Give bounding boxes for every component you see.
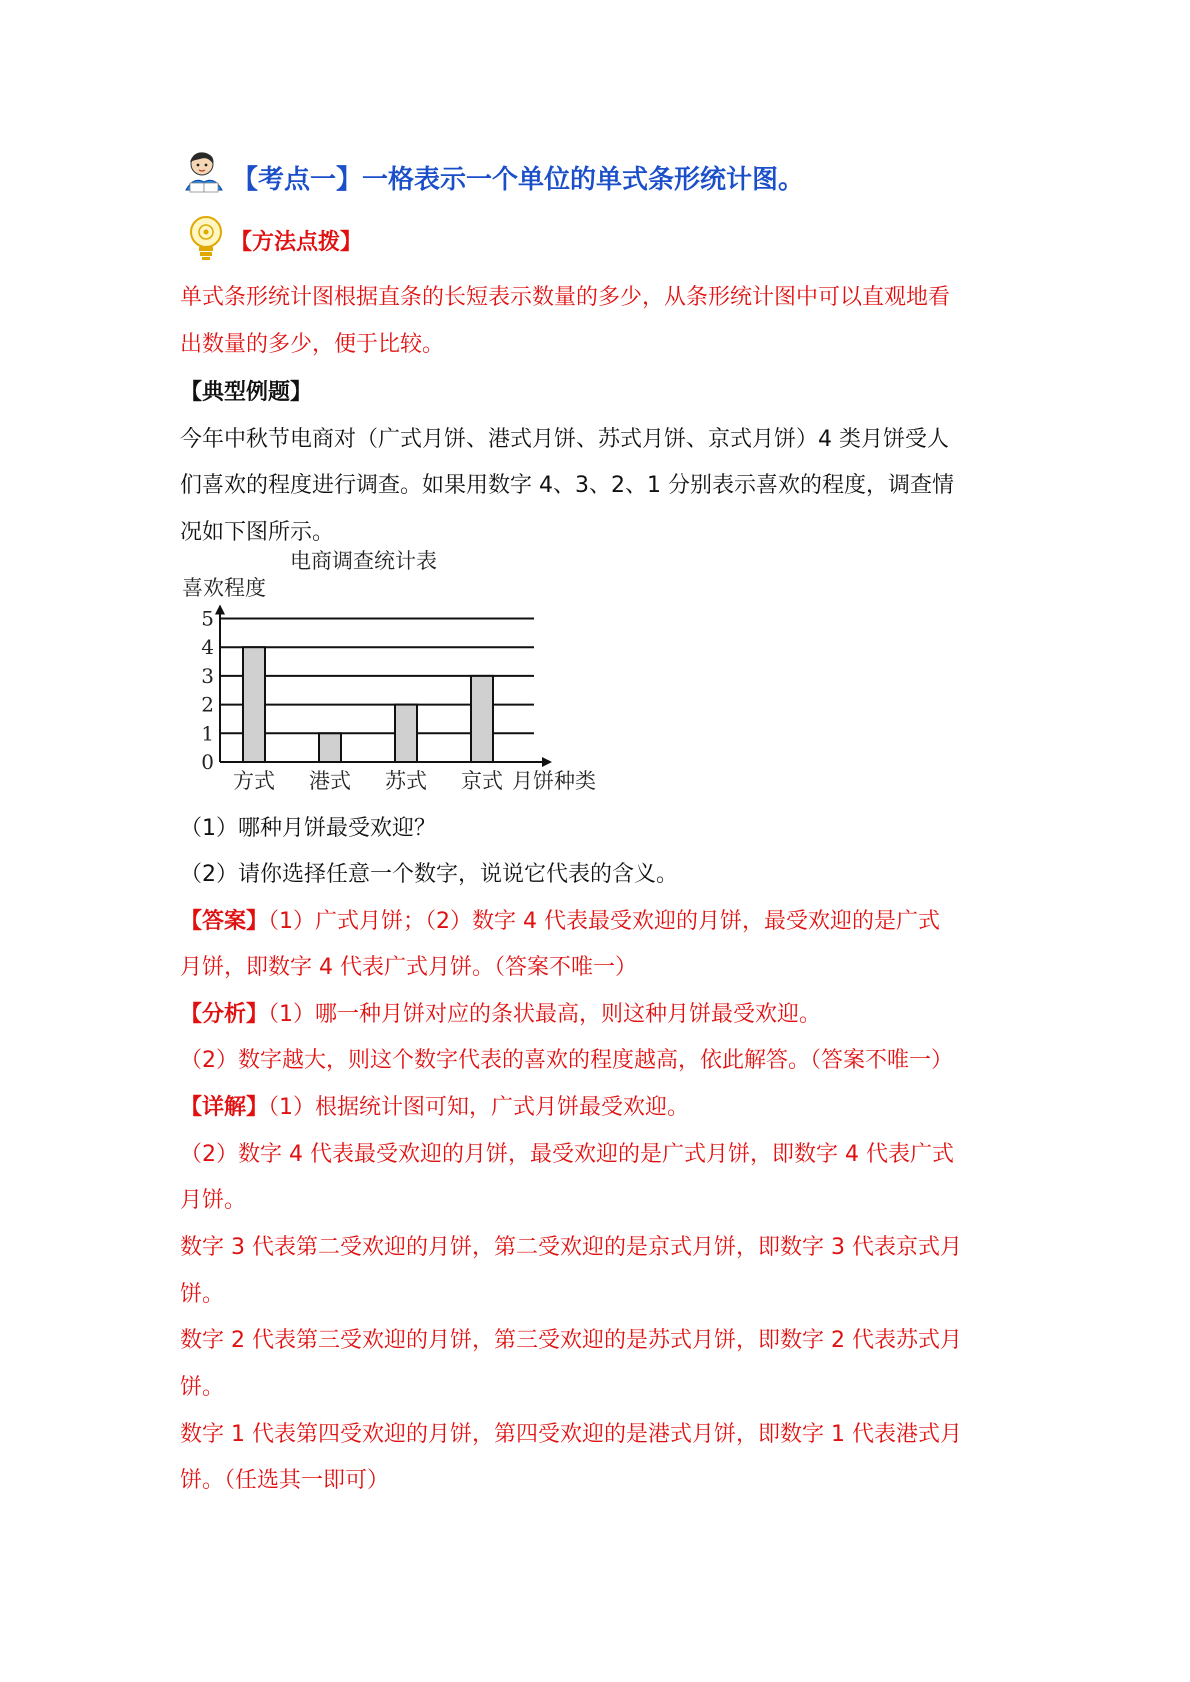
answer-line-2: 月饼，即数字 4 代表广式月饼。（答案不唯一）	[180, 955, 637, 980]
detail-line-5: 饼。	[180, 1282, 225, 1307]
detail-line-9: 饼。（任选其一即可）	[180, 1468, 390, 1493]
detail-text-1: （1）根据统计图可知，广式月饼最受欢迎。	[268, 1095, 690, 1120]
lightbulb-icon	[186, 214, 226, 264]
example-text-line-2: 们喜欢的程度进行调查。如果用数字 4、3、2、1 分别表示喜欢的程度，调查情	[180, 473, 954, 498]
detail-line-6: 数字 2 代表第三受欢迎的月饼，第三受欢迎的是苏式月饼，即数字 2 代表苏式月	[180, 1328, 962, 1353]
detail-label: 【详解】	[180, 1095, 269, 1120]
y-axis-arrow	[215, 605, 225, 615]
question-2: （2）请你选择任意一个数字，说说它代表的含义。	[180, 862, 678, 887]
method-text-line-1: 单式条形统计图根据直条的长短表示数量的多少，从条形统计图中可以直观地看	[180, 285, 951, 310]
answer-line-1	[180, 904, 940, 935]
y-tick-label: 3	[201, 663, 214, 688]
answer-label: 【答案】	[180, 909, 269, 934]
y-tick-label: 2	[201, 692, 214, 717]
detail-line-4: 数字 3 代表第二受欢迎的月饼，第二受欢迎的是京式月饼，即数字 3 代表京式月	[180, 1235, 962, 1260]
example-heading: 【典型例题】	[180, 380, 313, 405]
example-text-line-1: 今年中秋节电商对（广式月饼、港式月饼、苏式月饼、京式月饼）4 类月饼受人	[180, 427, 949, 452]
method-text-line-2: 出数量的多少，便于比较。	[180, 332, 445, 357]
section-title: 【考点一】一格表示一个单位的单式条形统计图。	[232, 165, 805, 195]
analysis-line-1	[180, 997, 821, 1028]
question-1: （1）哪种月饼最受欢迎？	[180, 816, 436, 841]
x-tick-label: 港式	[309, 769, 351, 793]
bar	[395, 705, 417, 762]
analysis-line-2: （2）数字越大，则这个数字代表的喜欢的程度越高，依此解答。（答案不唯一）	[180, 1048, 953, 1073]
analysis-label: 【分析】	[180, 1002, 269, 1027]
example-text-line-3: 况如下图所示。	[180, 520, 335, 545]
y-tick-label: 0	[201, 750, 214, 774]
y-axis-label: 喜欢程度	[182, 576, 266, 600]
bar	[243, 647, 265, 762]
x-tick-label: 苏式	[385, 769, 427, 793]
bar	[319, 733, 341, 762]
detail-line-2: （2）数字 4 代表最受欢迎的月饼，最受欢迎的是广式月饼，即数字 4 代表广式	[180, 1142, 954, 1167]
bar-chart	[170, 548, 630, 800]
x-axis-arrow	[542, 757, 552, 767]
bar	[471, 676, 493, 762]
y-tick-label: 1	[201, 721, 214, 746]
x-tick-label: 方式	[233, 769, 275, 793]
method-heading: 【方法点拨】	[230, 230, 363, 255]
detail-line-8: 数字 1 代表第四受欢迎的月饼，第四受欢迎的是港式月饼，即数字 1 代表港式月	[180, 1422, 962, 1447]
answer-text-1: （1）广式月饼；（2）数字 4 代表最受欢迎的月饼，最受欢迎的是广式	[268, 909, 940, 934]
y-tick-label: 4	[201, 635, 214, 660]
detail-line-1	[180, 1090, 689, 1121]
detail-line-3: 月饼。	[180, 1188, 247, 1213]
detail-line-7: 饼。	[180, 1375, 225, 1400]
chart-title: 电商调查统计表	[290, 549, 437, 573]
y-tick-label: 5	[201, 606, 214, 631]
student-reading-icon	[182, 150, 226, 196]
analysis-text-1: （1）哪一种月饼对应的条状最高，则这种月饼最受欢迎。	[268, 1002, 822, 1027]
x-axis-label: 月饼种类	[512, 769, 596, 793]
x-tick-label: 京式	[461, 769, 503, 793]
